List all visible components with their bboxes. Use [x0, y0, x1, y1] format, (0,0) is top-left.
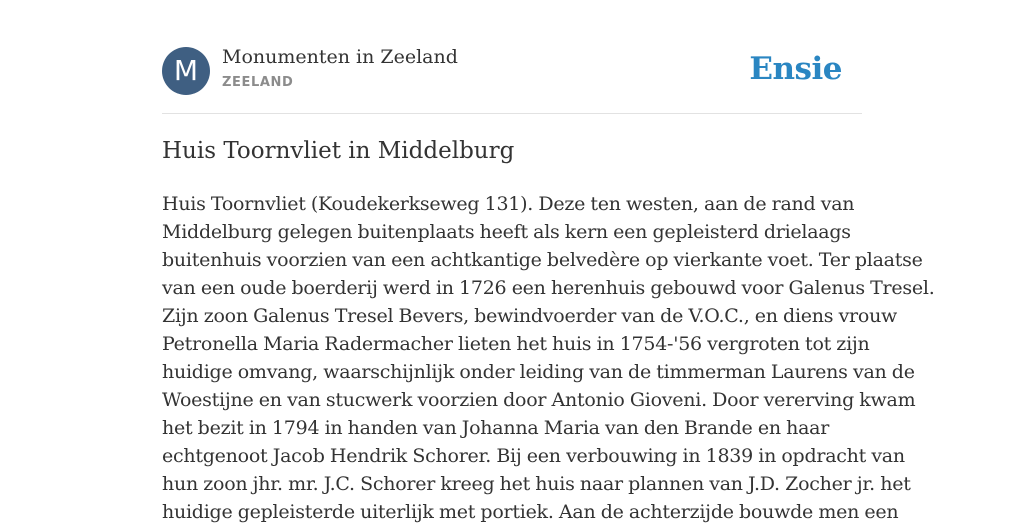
article-body-line: Woestijne en van stucwerk voorzien door Antonio Gioveni. Door vererving kwam	[162, 389, 916, 411]
article-title: Huis Toornvliet in Middelburg	[162, 138, 515, 164]
article-body	[162, 190, 935, 526]
article-body-line: huidige omvang, waarschijnlijk onder leiding van de timmerman Laurens van de	[162, 361, 915, 383]
article-body-line: het bezit in 1794 in handen van Johanna Maria van den Brande en haar	[162, 417, 830, 439]
article-body-line: Zijn zoon Galenus Tresel Bevers, bewindvoerder van de V.O.C., en diens vrouw	[162, 305, 898, 327]
article-body-line: Huis Toornvliet (Koudekerkseweg 131). Deze ten westen, aan de rand van	[162, 193, 855, 215]
avatar[interactable]: M	[162, 47, 210, 95]
article-body-line: echtgenoot Jacob Hendrik Schorer. Bij een verbouwing in 1839 in opdracht van	[162, 445, 905, 467]
article-body-line: hun zoon jhr. mr. J.C. Schorer kreeg het huis naar plannen van J.D. Zocher jr. het	[162, 473, 911, 495]
brand-logo[interactable]: Ensie	[749, 51, 842, 87]
article-body-line: van een oude boerderij werd in 1726 een herenhuis gebouwd voor Galenus Tresel.	[162, 277, 935, 299]
article-body-line: Petronella Maria Radermacher lieten het huis in 1754-'56 vergroten tot zijn	[162, 333, 870, 355]
article-body-line: Middelburg gelegen buitenplaats heeft als kern een gepleisterd drielaags	[162, 221, 851, 243]
article-body-line: buitenhuis voorzien van een achtkantige belvedère op vierkante voet. Ter plaatse	[162, 249, 923, 271]
source-category[interactable]: ZEELAND	[222, 75, 294, 90]
source-header	[162, 46, 862, 96]
source-title[interactable]: Monumenten in Zeeland	[222, 46, 458, 68]
header-divider	[162, 113, 862, 114]
article-body-line: huidige gepleisterde uiterlijk met portiek. Aan de achterzijde bouwde men een	[162, 501, 899, 523]
